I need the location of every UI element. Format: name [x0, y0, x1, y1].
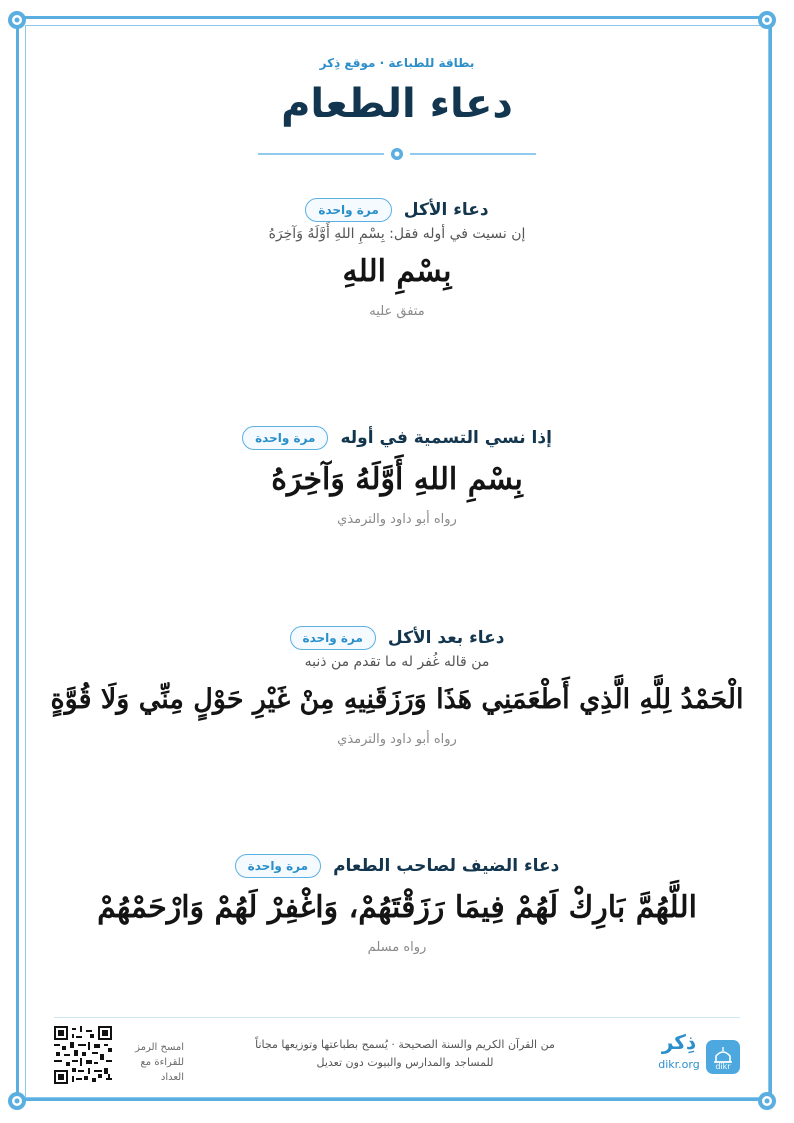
dua-source: رواه أبو داود والترمذي — [337, 732, 457, 747]
qr-scan-caption — [118, 1040, 184, 1085]
section-title: دعاء الأكل — [403, 200, 489, 220]
corner-ornament-icon — [6, 1090, 28, 1112]
qr-code-icon[interactable] — [54, 1026, 112, 1084]
dua-section — [60, 854, 734, 955]
page-title: دعاء الطعام — [281, 81, 513, 127]
repeat-badge: مرة واحدة — [235, 854, 321, 878]
dua-text: بِسْمِ اللهِ — [342, 254, 452, 289]
corner-ornament-icon — [756, 1090, 778, 1112]
dua-text: اللَّهُمَّ بَارِكْ لَهُمْ فِيمَا رَزَقْتَهُمْ، وَاغْفِرْ لَهُمْ وَارْحَمْهُمْ — [97, 890, 697, 925]
section-title: دعاء الضيف لصاحب الطعام — [333, 856, 560, 876]
corner-ornament-icon — [756, 9, 778, 31]
logo-wordmark: ذِكر — [661, 1030, 697, 1054]
repeat-badge: مرة واحدة — [305, 198, 391, 222]
dua-source: متفق عليه — [369, 304, 425, 319]
dua-section — [60, 198, 734, 319]
section-note: من قاله غُفر له ما تقدم من ذنبه — [304, 654, 490, 670]
repeat-badge: مرة واحدة — [242, 426, 328, 450]
section-title: إذا نسي التسمية في أوله — [340, 428, 552, 448]
dua-source: رواه مسلم — [367, 940, 427, 955]
mosque-icon — [706, 1040, 740, 1074]
page-subtitle: بطاقة للطباعة · موقع ذِكر — [319, 56, 475, 70]
page-header — [0, 56, 794, 132]
section-note: إن نسيت في أوله فقل: بِسْمِ اللهِ أَوَّلَهُ وَآخِرَهُ — [268, 226, 526, 242]
corner-ornament-icon — [6, 9, 28, 31]
footer-notice — [240, 1036, 570, 1072]
dua-source: رواه أبو داود والترمذي — [337, 512, 457, 527]
qr-scan-line: للقراءة مع العداد — [140, 1057, 184, 1083]
dua-text: بِسْمِ اللهِ أَوَّلَهُ وَآخِرَهُ — [271, 462, 523, 497]
footer-divider — [54, 1017, 740, 1018]
logo-url[interactable]: dikr.org — [658, 1058, 700, 1071]
footer-notice-line: للمساجد والمدارس والبيوت دون تعديل — [316, 1056, 494, 1069]
repeat-badge: مرة واحدة — [290, 626, 376, 650]
dua-text: الْحَمْدُ لِلَّهِ الَّذِي أَطْعَمَنِي هَذَا وَرَزَقَنِيهِ مِنْ غَيْرِ حَوْلٍ مِنِّي وَلَا قُوَّةٍ — [50, 684, 744, 715]
footer-notice-line: من القرآن الكريم والسنة الصحيحة · يُسمح بطباعتها وتوزيعها مجاناً — [255, 1038, 555, 1051]
site-logo[interactable] — [656, 1030, 746, 1074]
qr-scan-line: امسح الرمز — [135, 1042, 184, 1053]
logo-icon-label: dikr — [715, 1062, 731, 1071]
dua-section — [60, 426, 734, 527]
dua-section — [40, 626, 754, 747]
title-divider — [258, 146, 536, 162]
section-title: دعاء بعد الأكل — [387, 628, 505, 648]
